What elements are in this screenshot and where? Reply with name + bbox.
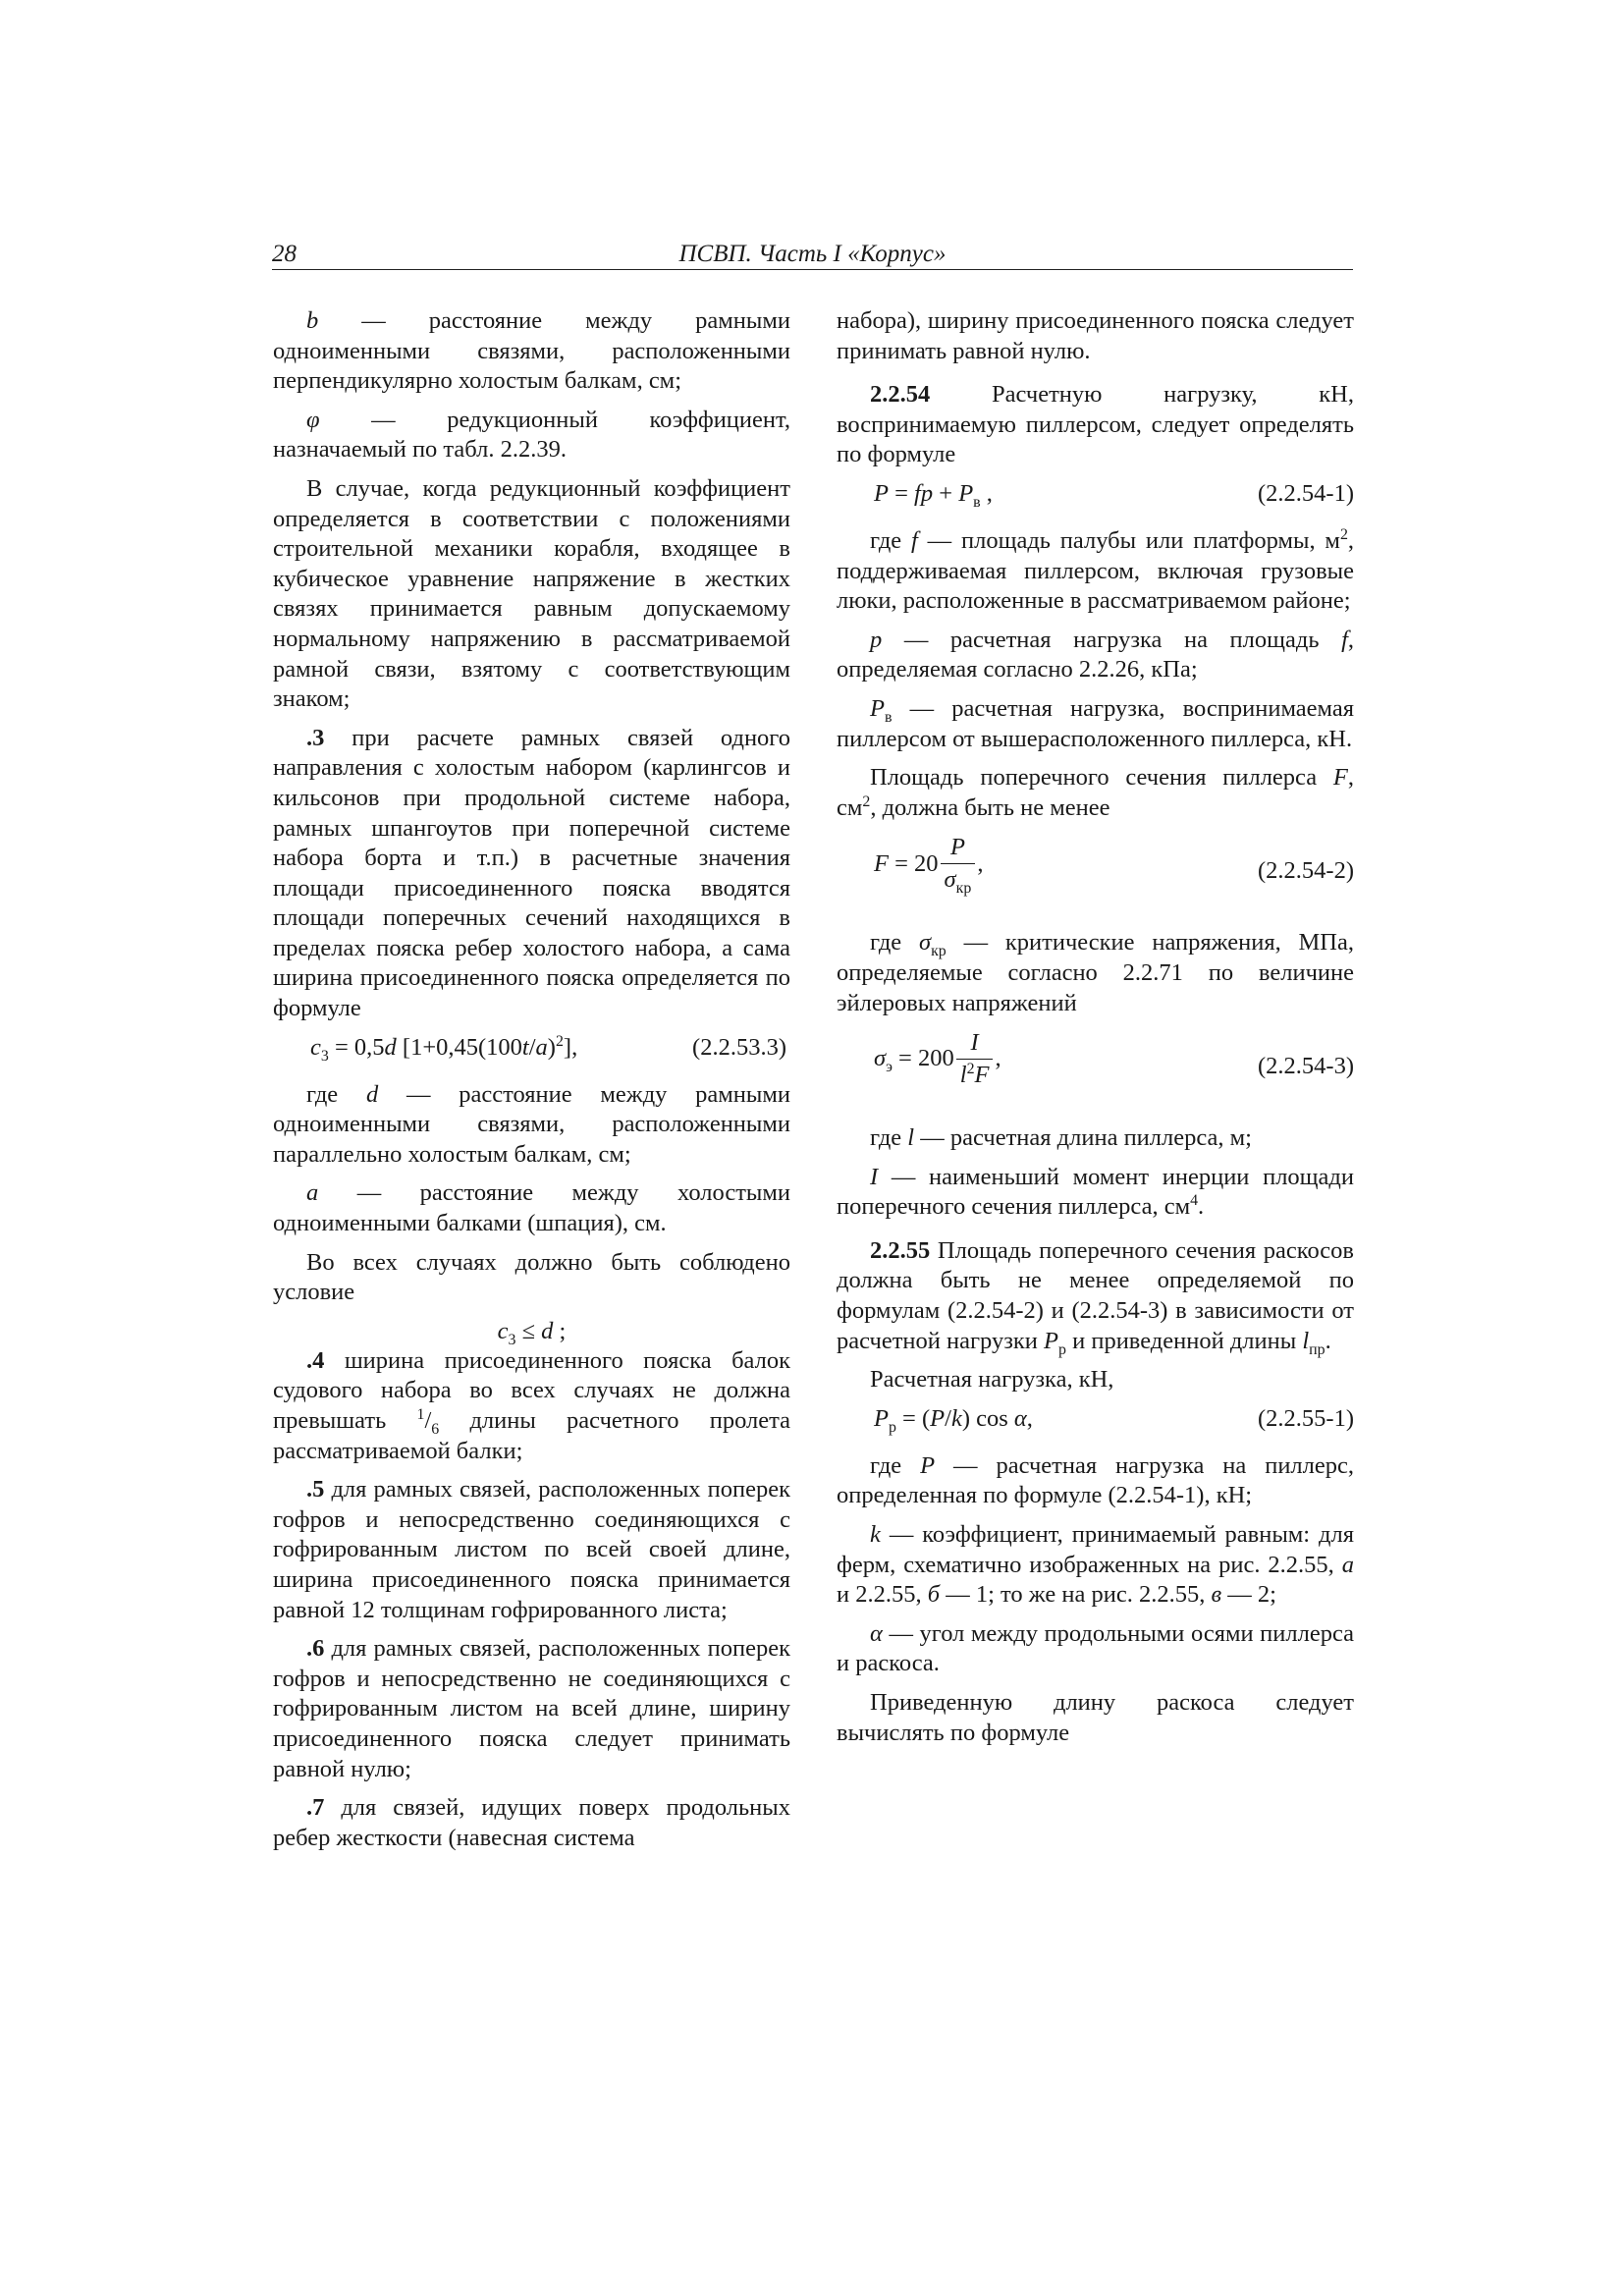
- definition-P: где P — расчетная нагрузка на пиллерс, определенная по формуле (2.2.54-1), кН;: [837, 1451, 1355, 1509]
- definition-l: где l — расчетная длина пиллерса, м;: [870, 1124, 1252, 1152]
- equation-number: (2.2.54-3): [1258, 1053, 1354, 1080]
- definition-alpha: α — угол между продольными осями пиллерса и раскоса.: [837, 1619, 1355, 1677]
- equation-2-2-55-1: $P_р = (P/k)$ cos α, (2.2.55-1): [874, 1404, 1354, 1436]
- item-6: .6 для рамных связей, расположенных поперек гофров и непосредственно не соединяющихся с гофрированным листом на всей длине, ширину присоединенного пояска следует принимать равной нулю;: [273, 1635, 791, 1782]
- equation-2-2-54-1: P = fp + $P_в$ , (2.2.54-1): [874, 479, 1354, 511]
- definition-p: p — расчетная нагрузка на площадь f, определяемая согласно 2.2.26, кПа;: [837, 626, 1355, 683]
- paragraph-reduction: В случае, когда редукционный коэффициент определяется в соответствии с положениями строительной механики корабля, входящее в кубическое уравнение напряжение в жестких связях принимается равным допускаемому нормальному напряжению в рассматриваемой рамной связи, взятому с соответствующим знаком;: [273, 474, 790, 713]
- section-2-2-54: 2.2.54 Расчетную нагрузку, кН, воспринимаемую пиллерсом, следует определять по формуле: [837, 381, 1354, 468]
- paragraph-area: Площадь поперечного сечения пиллерса F, $см^2$, должна быть не менее: [837, 764, 1354, 821]
- section-2-2-55: 2.2.55 Площадь поперечного сечения раскосов должна быть не менее определяемой по формулам (2.2.54-2) и (2.2.54-3) в зависимости от расчетной нагрузки $P_р$ и приведенной длины $l_{пр}$.: [837, 1236, 1354, 1358]
- equation-2-2-54-2: F = 20 $\frac{P}{\sigma_{кр}}$ , (2.2.54-2): [874, 834, 1354, 898]
- definition-f: где f — площадь палубы или платформы, $м^2$, поддерживаемая пиллерсом, включая грузовые люки, расположенные в рассматриваемом районе;: [837, 525, 1355, 615]
- definition-b: b — расстояние между рамными одноименными связями, расположенными перпендикулярно холостым балкам, см;: [273, 307, 790, 395]
- equation-number: (2.2.54-1): [1258, 479, 1354, 507]
- item-5: .5 для рамных связей, расположенных поперек гофров и непосредственно соединяющихся с гофрированным листом по всей своей длине, ширина присоединенного пояска принимается равной 12 толщинам гофрированного листа;: [273, 1476, 791, 1623]
- right-column: [837, 306, 1354, 1757]
- condition-formula: $c_3 \le d$ ;: [497, 1317, 567, 1348]
- item-3: .3 при расчете рамных связей одного направления с холостым набором (карлингсов и кильсонов при продольной системе набора, рамных шпангоутов при поперечной системе набора борта и т.п.) в расчетные значения площади присоединенного пояска вводятся площади поперечных сечений находящихся в пределах пояска ребер холостого набора, а сама ширина присоединенного пояска определяется по формуле: [273, 724, 790, 1022]
- definition-sigma-kr: где $\sigma_{кр}$ — критические напряжения, МПа, определяемые согласно 2.2.71 по величине эйлеровых напряжений: [837, 929, 1355, 1016]
- equation-number: (2.2.54-2): [1258, 857, 1354, 885]
- definition-pv: $P_в$ — расчетная нагрузка, воспринимаемая пиллерсом от вышерасположенного пиллерса, кН.: [837, 694, 1355, 752]
- paragraph-calc-load: Расчетная нагрузка, кН,: [870, 1366, 1114, 1394]
- page-number: 28: [272, 241, 297, 267]
- paragraph-condition: Во всех случаях должно быть соблюдено условие: [273, 1248, 790, 1306]
- equation-number: (2.2.55-1): [1258, 1404, 1354, 1432]
- paragraph-reduced-length: Приведенную длину раскоса следует вычислять по формуле: [837, 1689, 1354, 1746]
- definition-d: где d — расстояние между рамными одноименными связями, расположенными параллельно холостым балкам, см;: [273, 1080, 790, 1168]
- definition-a: a — расстояние между холостыми одноименными балками (шпация), см.: [273, 1179, 791, 1237]
- page-header: [272, 240, 1353, 270]
- definition-I: I — наименьший момент инерции площади поперечного сечения пиллерса, $см^4$.: [837, 1163, 1355, 1221]
- running-title: ПСВП. Часть I «Корпус»: [678, 241, 947, 267]
- definition-phi: φ — редукционный коэффициент, назначаемый по табл. 2.2.39.: [273, 406, 791, 464]
- item-4: .4 ширина присоединенного пояска балок судового набора во всех случаях не должна превышать $^1/_6$ длины расчетного пролета рассматриваемой балки;: [273, 1346, 791, 1464]
- definition-k: k — коэффициент, принимаемый равным: для ферм, схематично изображенных на рис. 2.2.55, а и 2.2.55, б — 1; то же на рис. 2.2.55, в — 2;: [837, 1521, 1355, 1609]
- equation-2-2-53-3: $c_3 = 0,5d$ $[1+0,45(100t/a)^2]$, (2.2.53.3): [310, 1032, 786, 1065]
- item-7: .7 для связей, идущих поверх продольных ребер жесткости (навесная система: [273, 1794, 790, 1851]
- continuation-text: набора), ширину присоединенного пояска следует принимать равной нулю.: [837, 307, 1354, 364]
- left-column: [273, 306, 790, 1862]
- equation-2-2-54-3: $\sigma_э = 200$ $\frac{I}{l^2F}$ , (2.2.54-3): [874, 1029, 1354, 1089]
- equation-number: (2.2.53.3): [692, 1033, 786, 1061]
